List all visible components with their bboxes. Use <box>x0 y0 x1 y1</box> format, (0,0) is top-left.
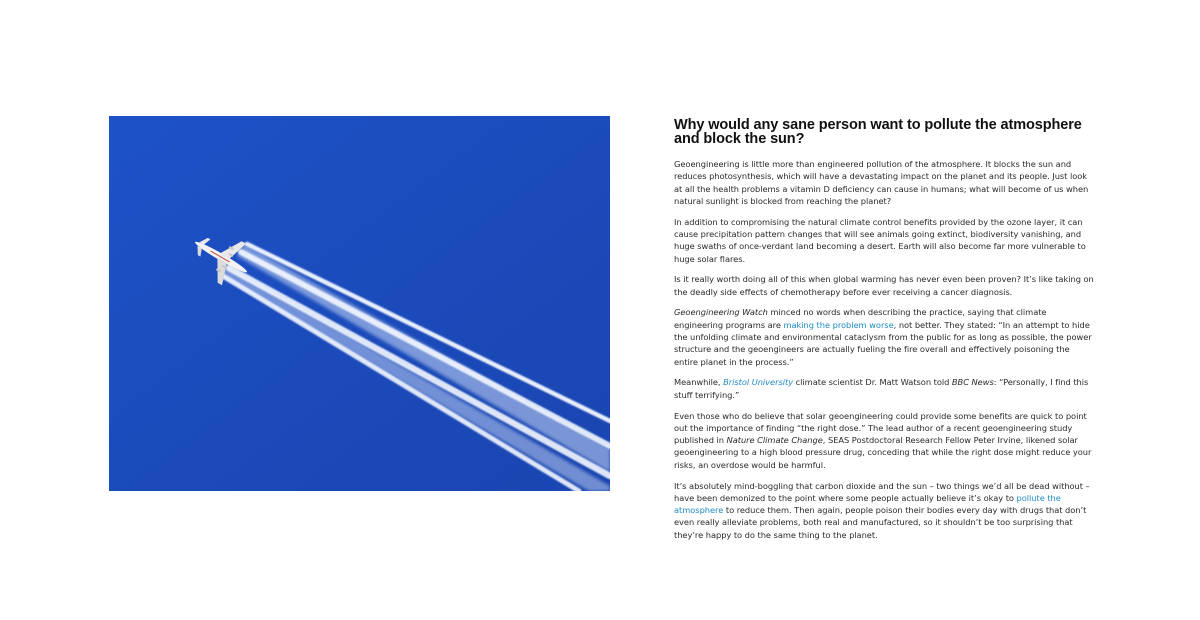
paragraph-6 <box>674 410 1094 471</box>
article-heading: Why would any sane person want to pollute the atmosphere and block the sun? <box>674 117 1082 147</box>
source-nature-climate-change: Nature Climate Change <box>726 435 823 446</box>
paragraph-1: Geoengineering is little more than engineered pollution of the atmosphere. It blocks the sun and reduces photosynthesis, which will have a devastating impact on the planet and its people. Just look at all the health problems a vitamin D deficiency can cause in humans; what will become of us when natural sunlight is blocked from reaching the planet? <box>674 159 1089 206</box>
pollute-atmosphere-link[interactable]: pollute the atmosphere <box>674 492 1061 516</box>
paragraph-3: Is it really worth doing all of this when global warming has never even been proven? It’s like taking on the deadly side effects of chemotherapy before ever receiving a cancer diagnosis. <box>674 274 1094 297</box>
paragraph-4 <box>674 306 1094 367</box>
paragraph-4-text-b: , not better. They stated: “In an attempt to hide the unfolding climate and environmental cataclysm from the public for as long as possible, the power structure and the geoengineers are actually fueling the fire overall and effectively poisoning the entire planet in the process.” <box>674 319 1092 367</box>
airplane-contrails-illustration <box>109 116 610 491</box>
making-problem-worse-link[interactable]: making the problem worse <box>783 319 894 330</box>
paragraph-6-text-b: , SEAS Postdoctoral Research Fellow Peter Irvine, likened solar geoengineering to a high blood pressure drug, conceding that while the right dose might reduce your risks, an overdose would be harmful. <box>674 435 1092 470</box>
article-section <box>674 119 1094 550</box>
paragraph-6-text-a: Even those who do believe that solar geoengineering could provide some benefits are quick to point out the importance of finding “the right dose.” The lead author of a recent geoengineering study published in <box>674 410 1087 446</box>
paragraph-7 <box>674 480 1094 541</box>
paragraph-2: In addition to compromising the natural climate control benefits provided by the ozone layer, it can cause precipitation pattern changes that will see animals going extinct, biodiversity vanishing, and huge swaths of once-verdant land becoming a desert. Earth will also become far more vulnerable to huge solar flares. <box>674 216 1086 264</box>
paragraph-5-text-b: climate scientist Dr. Matt Watson told <box>793 377 952 388</box>
paragraph-5-text-c: : “Personally, I find this stuff terrifying.” <box>674 377 1089 400</box>
paragraph-5-text-a: Meanwhile, <box>674 377 724 388</box>
bristol-university-link[interactable] <box>723 377 793 387</box>
contrail-photo <box>109 116 610 491</box>
source-geoengineering-watch: Geoengineering Watch <box>674 307 768 318</box>
bristol-university-link-text: Bristol University <box>723 377 794 388</box>
source-bbc-news: BBC News <box>951 377 994 388</box>
paragraph-7-text-b: to reduce them. Then again, people poison their bodies every day with drugs that don’t even really alleviate problems, both real and manufactured, so it shouldn’t be too surprising that they’re happy to do the same thing to the planet. <box>674 505 1087 540</box>
paragraph-5 <box>674 376 1094 401</box>
paragraph-7-text-a: It’s absolutely mind-boggling that carbon dioxide and the sun – two things we’d all be dead without – have been demonized to the point where some people actually believe it’s okay to <box>674 480 1090 503</box>
paragraph-4-text-a: minced no words when describing the practice, saying that climate engineering programs are <box>674 307 1047 330</box>
